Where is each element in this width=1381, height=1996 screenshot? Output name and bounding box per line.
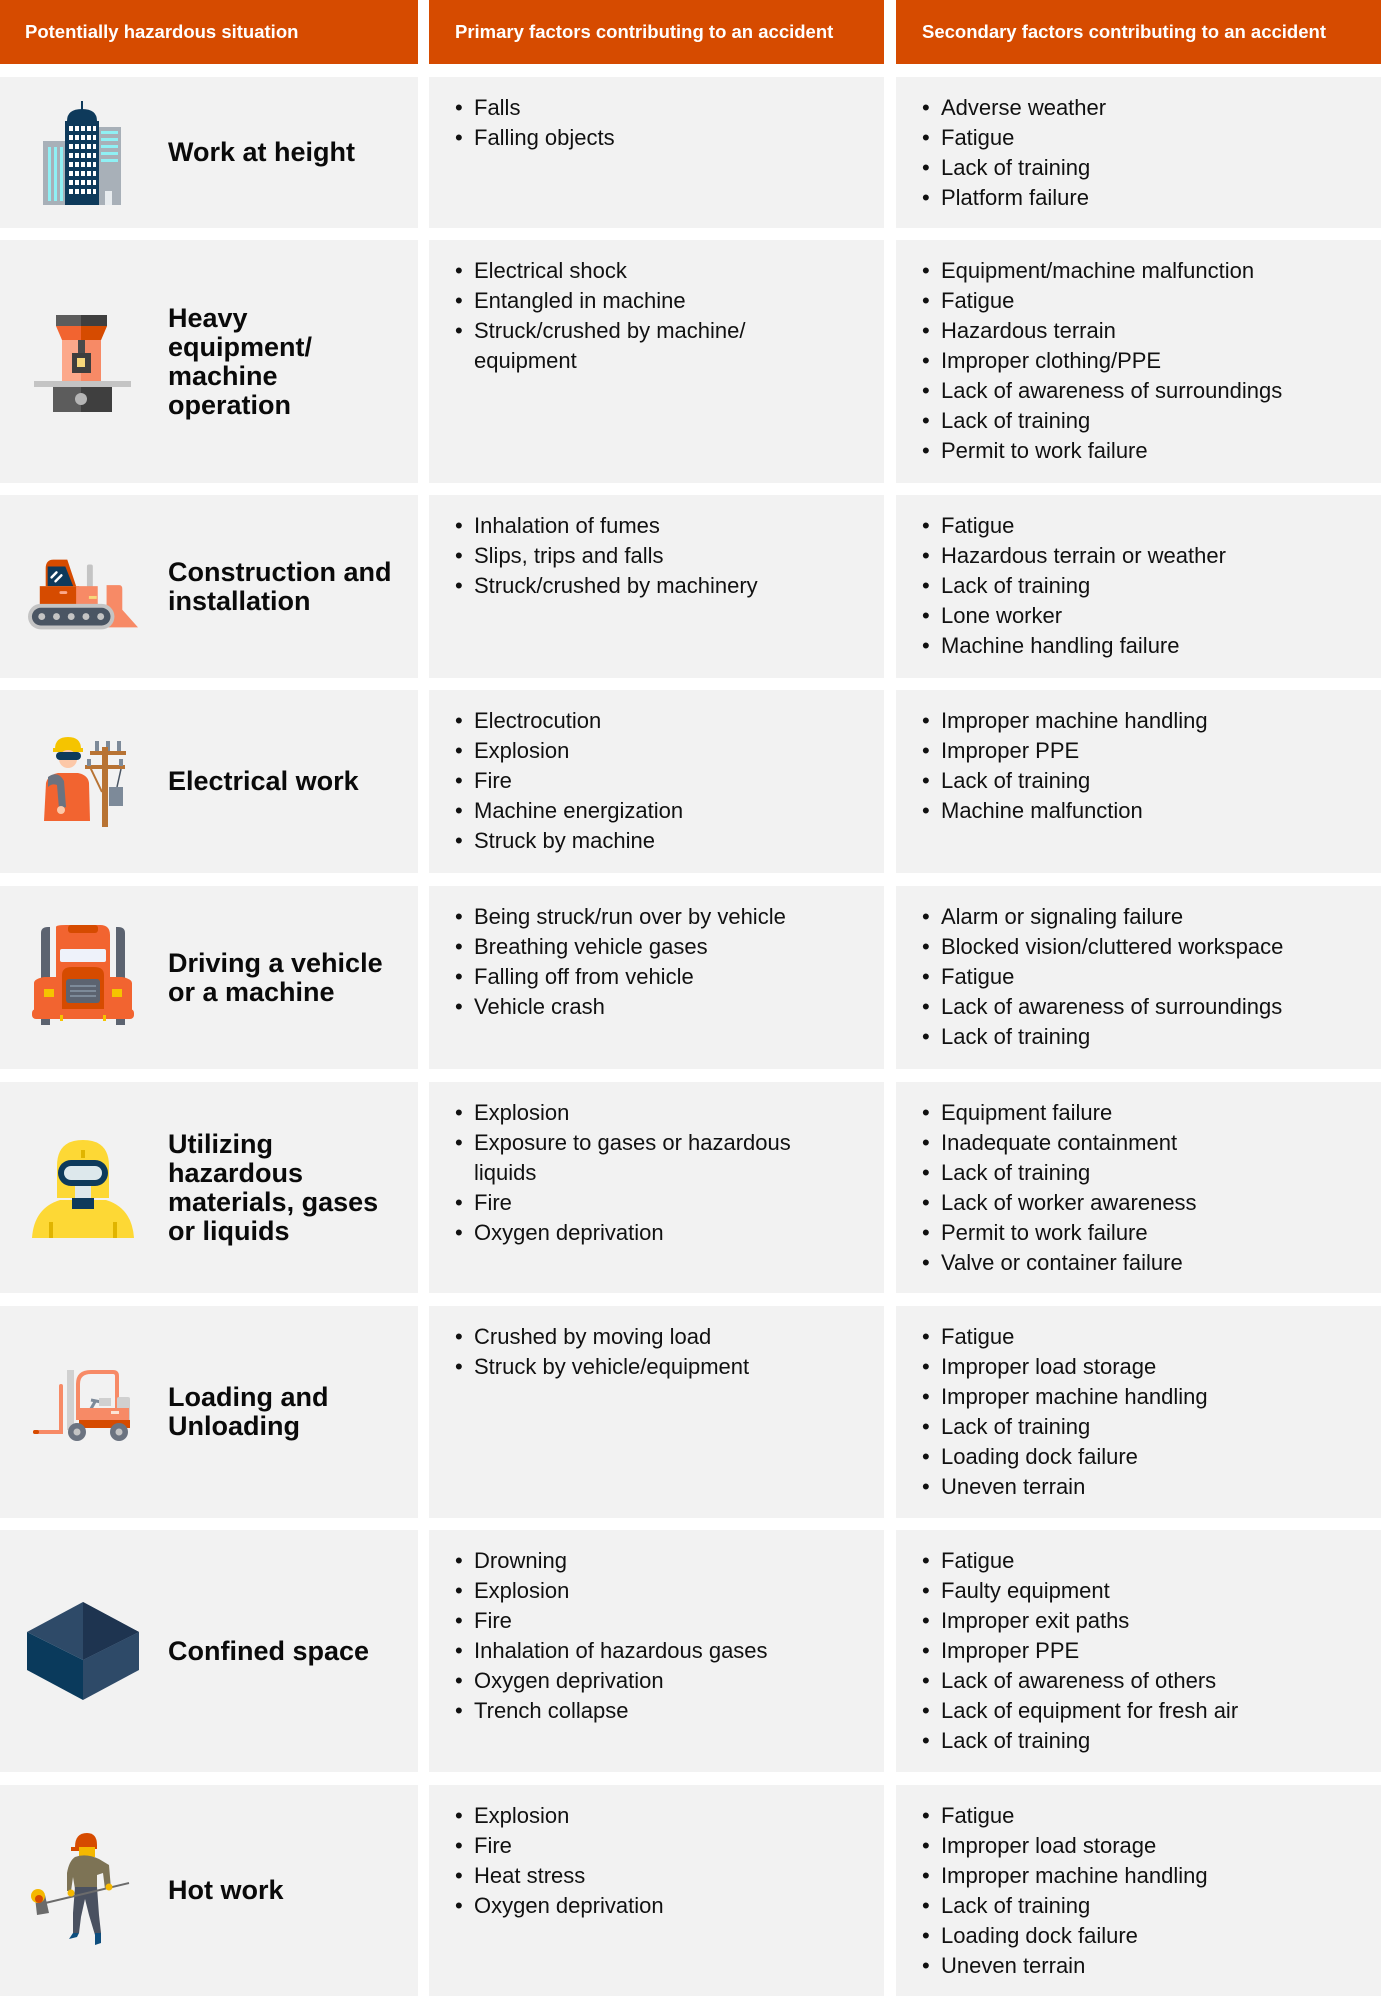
list-item: • Inhalation of hazardous gases — [474, 1636, 870, 1666]
primary-factors-cell — [429, 886, 884, 1069]
list-item: • Fatigue — [941, 962, 1367, 992]
situation-title: Utilizing hazardous materials, gases or liquids — [168, 1128, 379, 1246]
bulldozer-icon — [28, 540, 138, 650]
truck-icon — [28, 923, 138, 1033]
list-item: • Fatigue — [941, 123, 1367, 153]
list-item: • Explosion — [474, 1576, 870, 1606]
list-item: • Uneven terrain — [941, 1472, 1367, 1502]
list-item: • Fire — [474, 1188, 870, 1218]
secondary-factors-cell — [896, 77, 1381, 228]
list-item: • Struck/crushed by machine/ equipment — [474, 316, 804, 376]
list-item: • Fire — [474, 1831, 870, 1861]
list-item: • Uneven terrain — [941, 1951, 1367, 1981]
list-item: • Oxygen deprivation — [474, 1891, 870, 1921]
list-item: • Equipment failure — [941, 1098, 1367, 1128]
list-item: • Struck/crushed by machinery — [474, 571, 870, 601]
list-item: • Lack of training — [941, 571, 1367, 601]
list-item: • Lone worker — [941, 601, 1367, 631]
list-item: • Being struck/run over by vehicle — [474, 902, 870, 932]
primary-factors-list — [429, 1082, 884, 1248]
primary-factors-cell — [429, 1530, 884, 1772]
industrial-press-machine-icon — [28, 307, 138, 417]
box-container-icon — [25, 1596, 140, 1706]
list-item: • Falls — [474, 93, 870, 123]
primary-factors-list — [429, 886, 884, 1022]
secondary-factors-list — [896, 495, 1381, 661]
list-item: • Inadequate containment — [941, 1128, 1367, 1158]
list-item: • Slips, trips and falls — [474, 541, 870, 571]
list-item: • Oxygen deprivation — [474, 1666, 870, 1696]
primary-factors-list — [429, 77, 884, 153]
list-item: • Fatigue — [941, 286, 1367, 316]
list-item: • Explosion — [474, 1801, 870, 1831]
situation-cell — [0, 77, 418, 228]
electrician-pole-icon — [28, 727, 138, 837]
office-building-icon — [28, 98, 138, 208]
list-item: • Explosion — [474, 1098, 870, 1128]
list-item: • Improper machine handling — [941, 706, 1367, 736]
secondary-factors-list — [896, 1785, 1381, 1981]
list-item: • Platform failure — [941, 183, 1367, 213]
secondary-factors-cell — [896, 1785, 1381, 1996]
secondary-factors-list — [896, 1082, 1381, 1278]
list-item: • Improper PPE — [941, 1636, 1367, 1666]
list-item: • Lack of training — [941, 406, 1367, 436]
list-item: • Fire — [474, 1606, 870, 1636]
list-item: • Fatigue — [941, 511, 1367, 541]
list-item: • Vehicle crash — [474, 992, 870, 1022]
list-item: • Machine handling failure — [941, 631, 1367, 661]
list-item: • Improper load storage — [941, 1831, 1367, 1861]
list-item: • Electrical shock — [474, 256, 870, 286]
secondary-factors-cell — [896, 886, 1381, 1069]
list-item: • Oxygen deprivation — [474, 1218, 870, 1248]
situation-title: Loading and Unloading — [168, 1382, 329, 1441]
list-item: • Permit to work failure — [941, 436, 1367, 466]
list-item: • Exposure to gases or hazardous liquids — [474, 1128, 834, 1188]
list-item: • Drowning — [474, 1546, 870, 1576]
list-item: • Loading dock failure — [941, 1921, 1367, 1951]
secondary-factors-cell — [896, 1530, 1381, 1772]
secondary-factors-list — [896, 690, 1381, 826]
situation-title: Construction and installation — [168, 556, 392, 616]
list-item: • Valve or container failure — [941, 1248, 1367, 1278]
hazmat-suit-icon — [28, 1133, 138, 1243]
primary-factors-cell — [429, 1785, 884, 1996]
forklift-icon — [28, 1351, 138, 1461]
foundry-worker-icon — [28, 1831, 138, 1951]
list-item: • Improper clothing/PPE — [941, 346, 1367, 376]
list-item: • Struck by machine — [474, 826, 870, 856]
list-item: • Lack of training — [941, 1412, 1367, 1442]
list-item: • Fatigue — [941, 1322, 1367, 1352]
primary-factors-cell — [429, 77, 884, 228]
list-item: • Lack of training — [941, 1022, 1367, 1052]
situation-cell — [0, 495, 418, 678]
list-item: • Electrocution — [474, 706, 870, 736]
primary-factors-list — [429, 495, 884, 601]
primary-factors-list — [429, 1306, 884, 1382]
list-item: • Lack of awareness of others — [941, 1666, 1367, 1696]
list-item: • Hazardous terrain — [941, 316, 1367, 346]
secondary-factors-list — [896, 1530, 1381, 1756]
list-item: • Fire — [474, 766, 870, 796]
situation-title: Electrical work — [168, 766, 359, 796]
list-item: • Falling objects — [474, 123, 870, 153]
list-item: • Lack of awareness of surroundings — [941, 376, 1367, 406]
secondary-factors-cell — [896, 240, 1381, 483]
list-item: • Crushed by moving load — [474, 1322, 870, 1352]
secondary-factors-list — [896, 240, 1381, 466]
list-item: • Lack of equipment for fresh air — [941, 1696, 1367, 1726]
situation-title: Heavy equipment/ machine operation — [168, 302, 313, 420]
primary-factors-list — [429, 1530, 884, 1726]
list-item: • Lack of training — [941, 1726, 1367, 1756]
list-item: • Hazardous terrain or weather — [941, 541, 1367, 571]
list-item: • Fatigue — [941, 1801, 1367, 1831]
secondary-factors-cell — [896, 495, 1381, 678]
primary-factors-cell — [429, 495, 884, 678]
secondary-factors-cell — [896, 1306, 1381, 1518]
secondary-factors-list — [896, 886, 1381, 1052]
list-item: • Lack of training — [941, 766, 1367, 796]
list-item: • Falling off from vehicle — [474, 962, 870, 992]
list-item: • Machine malfunction — [941, 796, 1367, 826]
header-secondary-factors: Secondary factors contributing to an accident — [896, 0, 1381, 64]
primary-factors-cell — [429, 1082, 884, 1293]
primary-factors-cell — [429, 240, 884, 483]
situation-title: Driving a vehicle or a machine — [168, 947, 383, 1007]
list-item: • Breathing vehicle gases — [474, 932, 870, 962]
situation-title: Work at height — [168, 137, 356, 167]
list-item: • Lack of awareness of surroundings — [941, 992, 1367, 1022]
situation-cell — [0, 1530, 418, 1772]
list-item: • Fatigue — [941, 1546, 1367, 1576]
secondary-factors-cell — [896, 1082, 1381, 1293]
secondary-factors-cell — [896, 690, 1381, 873]
header-situation: Potentially hazardous situation — [0, 0, 418, 64]
list-item: • Lack of training — [941, 153, 1367, 183]
list-item: • Inhalation of fumes — [474, 511, 870, 541]
situation-cell — [0, 690, 418, 873]
situation-title: Confined space — [168, 1635, 370, 1666]
list-item: • Trench collapse — [474, 1696, 870, 1726]
list-item: • Alarm or signaling failure — [941, 902, 1367, 932]
list-item: • Struck by vehicle/equipment — [474, 1352, 870, 1382]
list-item: • Blocked vision/cluttered workspace — [941, 932, 1367, 962]
secondary-factors-list — [896, 1306, 1381, 1502]
list-item: • Adverse weather — [941, 93, 1367, 123]
situation-cell — [0, 886, 418, 1069]
list-item: • Lack of training — [941, 1891, 1367, 1921]
situation-cell — [0, 1785, 418, 1996]
primary-factors-cell — [429, 690, 884, 873]
list-item: • Improper machine handling — [941, 1382, 1367, 1412]
situation-cell — [0, 1082, 418, 1293]
list-item: • Explosion — [474, 736, 870, 766]
list-item: • Improper exit paths — [941, 1606, 1367, 1636]
list-item: • Lack of training — [941, 1158, 1367, 1188]
list-item: • Entangled in machine — [474, 286, 870, 316]
primary-factors-cell — [429, 1306, 884, 1518]
list-item: • Lack of worker awareness — [941, 1188, 1367, 1218]
list-item: • Improper machine handling — [941, 1861, 1367, 1891]
header-primary-factors: Primary factors contributing to an accident — [429, 0, 884, 64]
list-item: • Machine energization — [474, 796, 870, 826]
list-item: • Improper load storage — [941, 1352, 1367, 1382]
list-item: • Permit to work failure — [941, 1218, 1367, 1248]
list-item: • Equipment/machine malfunction — [941, 256, 1367, 286]
secondary-factors-list — [896, 77, 1381, 213]
primary-factors-list — [429, 690, 884, 856]
list-item: • Improper PPE — [941, 736, 1367, 766]
list-item: • Faulty equipment — [941, 1576, 1367, 1606]
situation-title: Hot work — [168, 1875, 284, 1905]
situation-cell — [0, 1306, 418, 1518]
primary-factors-list — [429, 240, 884, 376]
primary-factors-list — [429, 1785, 884, 1921]
list-item: • Loading dock failure — [941, 1442, 1367, 1472]
situation-cell — [0, 240, 418, 483]
list-item: • Heat stress — [474, 1861, 870, 1891]
